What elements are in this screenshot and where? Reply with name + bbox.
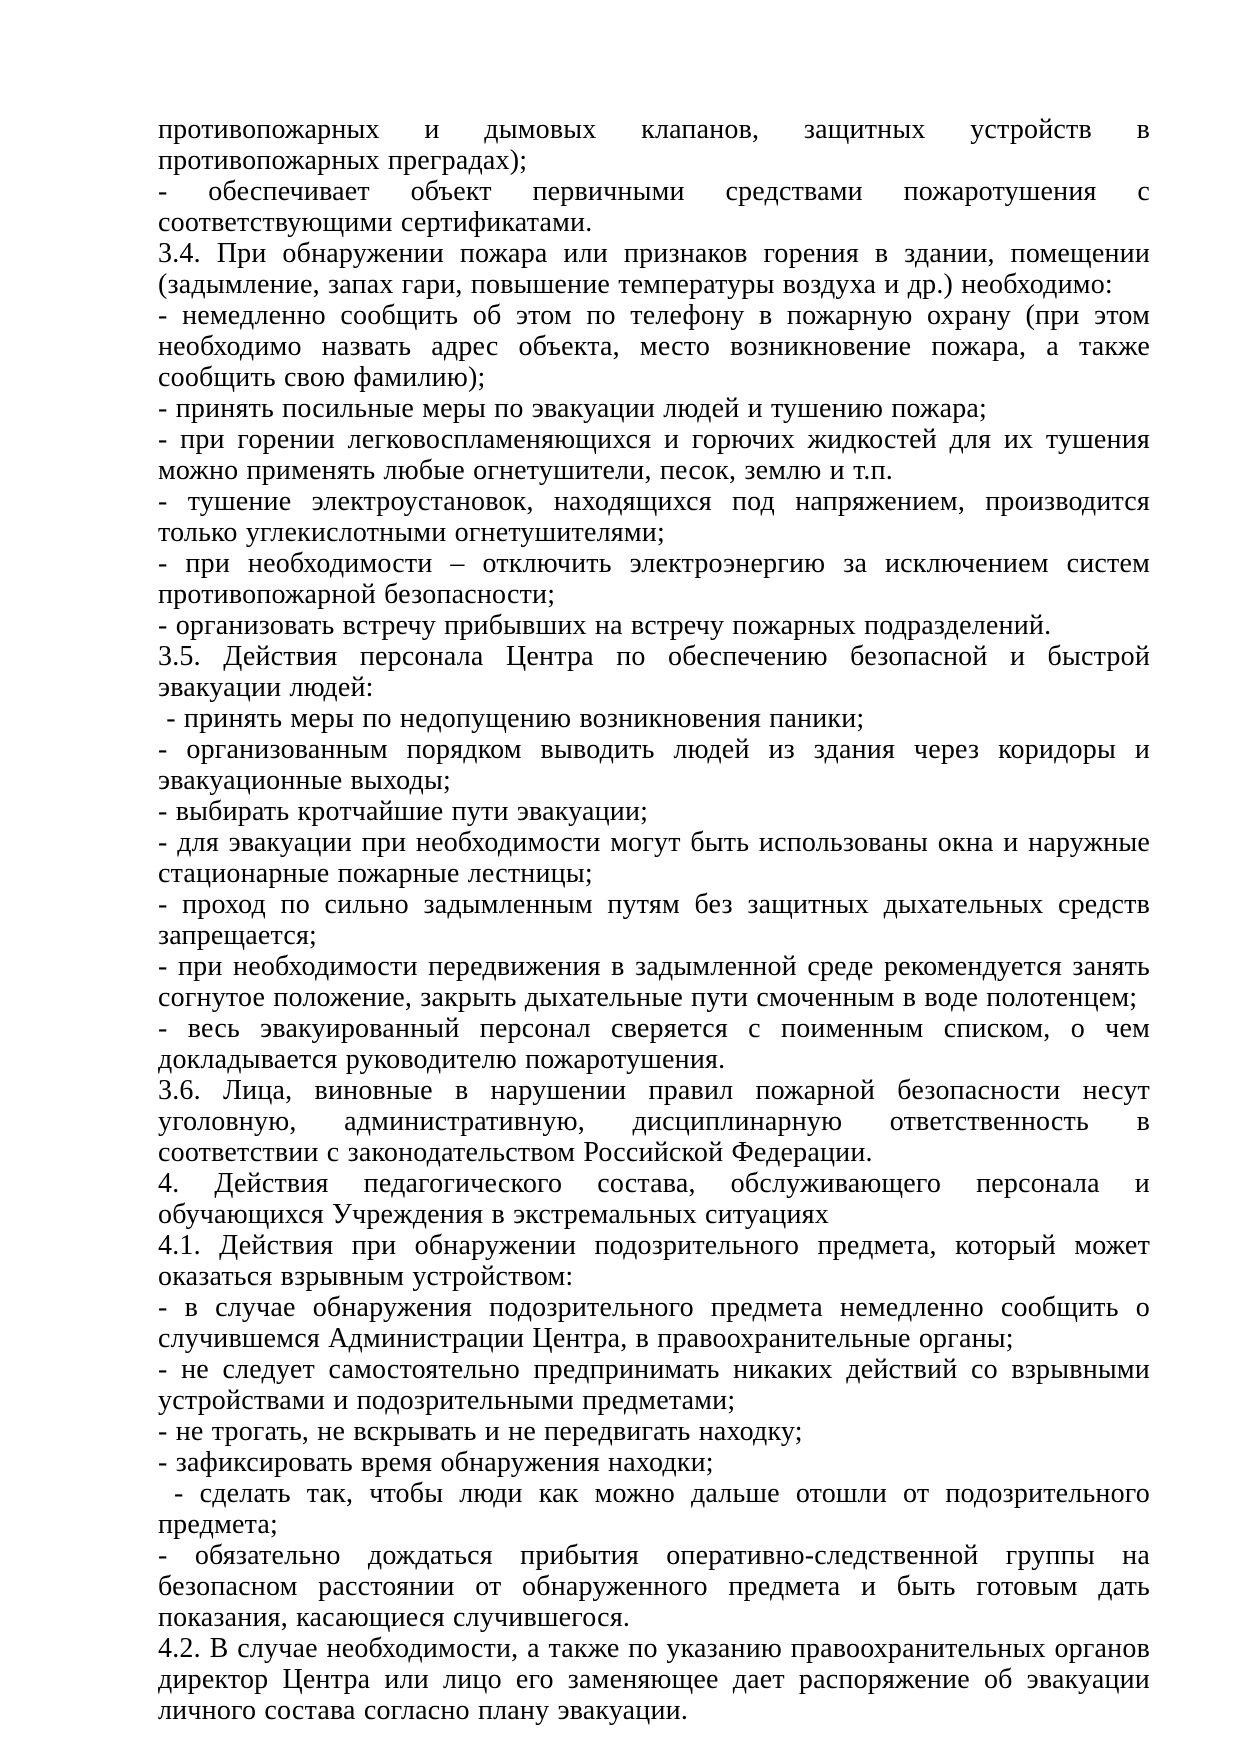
paragraph-list-item: - весь эвакуированный персонал сверяется с поименным списком, о чем докладывается руководителю пожаротушения. [158, 1013, 1150, 1075]
paragraph-section-4-2: 4.2. В случае необходимости, а также по указанию правоохранительных органов директор Центра или лицо его заменяющее дает распоряжение об эвакуации личного состава согласно плану эвакуации. [158, 1633, 1150, 1726]
paragraph-list-item: - сделать так, чтобы люди как можно дальше отошли от подозрительного предмета; [158, 1478, 1150, 1540]
paragraph-list-item: - при необходимости передвижения в задымленной среде рекомендуется занять согнутое положение, закрыть дыхательные пути смоченным в воде полотенцем; [158, 951, 1150, 1013]
paragraph-list-item: - организованным порядком выводить людей из здания через коридоры и эвакуационные выходы; [158, 734, 1150, 796]
paragraph-list-item: - организовать встречу прибывших на встречу пожарных подразделений. [158, 610, 1052, 641]
paragraph-list-item: - немедленно сообщить об этом по телефону в пожарную охрану (при этом необходимо назвать адрес объекта, место возникновение пожара, а также сообщить свою фамилию); [158, 300, 1150, 393]
paragraph-section-3-6: 3.6. Лица, виновные в нарушении правил пожарной безопасности несут уголовную, административную, дисциплинарную ответственность в соответствии с законодательством Российской Федерации. [158, 1075, 1150, 1168]
paragraph-continuation: противопожарных и дымовых клапанов, защитных устройств в противопожарных преградах); [158, 114, 1150, 176]
paragraph-section-4: 4. Действия педагогического состава, обслуживающего персонала и обучающихся Учреждения в экстремальных ситуациях [158, 1168, 1150, 1230]
paragraph-list-item: - при необходимости – отключить электроэнергию за исключением систем противопожарной безопасности; [158, 548, 1150, 610]
paragraph-list-item: - не трогать, не вскрывать и не передвигать находку; [158, 1416, 803, 1447]
paragraph-list-item: - тушение электроустановок, находящихся под напряжением, производится только углекислотными огнетушителями; [158, 486, 1150, 548]
paragraph-list-item: - обеспечивает объект первичными средствами пожаротушения с соответствующими сертификатами. [158, 176, 1150, 238]
paragraph-section-4-1: 4.1. Действия при обнаружении подозрительного предмета, который может оказаться взрывным устройством: [158, 1230, 1150, 1292]
paragraph-list-item: - принять посильные меры по эвакуации людей и тушению пожара; [158, 393, 988, 424]
paragraph-list-item: - при горении легковоспламеняющихся и горючих жидкостей для их тушения можно применять любые огнетушители, песок, землю и т.п. [158, 424, 1150, 486]
paragraph-list-item: - проход по сильно задымленным путям без защитных дыхательных средств запрещается; [158, 889, 1150, 951]
paragraph-section-3-5: 3.5. Действия персонала Центра по обеспечению безопасной и быстрой эвакуации людей: [158, 641, 1150, 703]
paragraph-list-item: - не следует самостоятельно предпринимать никаких действий со взрывными устройствами и подозрительными предметами; [158, 1354, 1150, 1416]
paragraph-list-item: - выбирать кротчайшие пути эвакуации; [158, 796, 649, 827]
paragraph-list-item: - в случае обнаружения подозрительного предмета немедленно сообщить о случившемся Администрации Центра, в правоохранительные органы; [158, 1292, 1150, 1354]
paragraph-section-3-4: 3.4. При обнаружении пожара или признаков горения в здании, помещении (задымление, запах гари, повышение температуры воздуха и др.) необходимо: [158, 238, 1150, 300]
paragraph-list-item: - обязательно дождаться прибытия оперативно-следственной группы на безопасном расстоянии от обнаруженного предмета и быть готовым дать показания, касающиеся случившегося. [158, 1540, 1150, 1633]
text-block [158, 114, 1150, 1726]
paragraph-list-item: - зафиксировать время обнаружения находки; [158, 1447, 714, 1478]
paragraph-list-item: - для эвакуации при необходимости могут быть использованы окна и наружные стационарные пожарные лестницы; [158, 827, 1150, 889]
paragraph-list-item: - принять меры по недопущению возникновения паники; [158, 703, 865, 734]
